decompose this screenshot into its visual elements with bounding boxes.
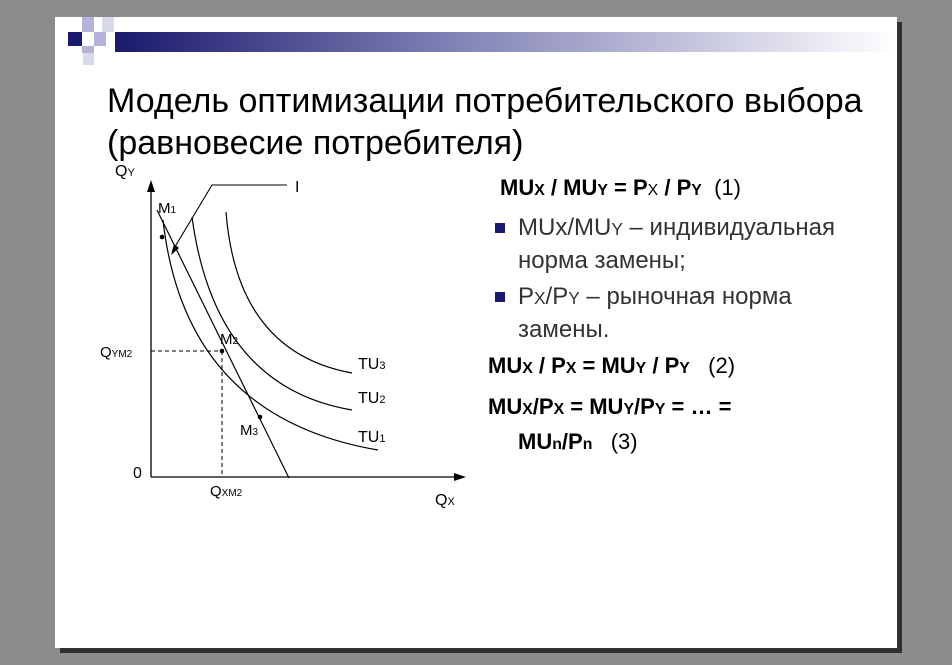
indifference-curve-tu3 (226, 212, 352, 373)
eq3-line-1: MUX/PX = MUY/PY = … = (488, 394, 732, 419)
curve-tu2-label: TU2 (358, 390, 386, 407)
y-axis-label: QY (115, 163, 135, 180)
curve-tu1-label: TU1 (358, 429, 386, 446)
equation-3-continued (485, 427, 885, 460)
bullet-square-icon (495, 292, 505, 302)
equation-2 (485, 351, 885, 384)
indifference-curve-tu1 (163, 220, 378, 450)
eq3-line-2: MUn/Pn (518, 429, 593, 454)
y-axis-arrow (147, 180, 155, 192)
equations-text-block (485, 173, 885, 460)
bullet-square-icon (495, 223, 505, 233)
point-m2-label: M2 (220, 331, 239, 348)
point-m1-label: M1 (158, 200, 177, 217)
eq3-number: (3) (610, 429, 638, 454)
curve-tu3-label: TU3 (358, 356, 386, 373)
eq1-number: (1) (714, 175, 741, 200)
x-axis-arrow (454, 473, 466, 481)
point-m1 (160, 235, 165, 240)
bullet-item: MUx/MUY – индивидуальная норма замены; (485, 212, 885, 276)
equation-1 (485, 173, 885, 206)
origin-label: 0 (133, 465, 142, 482)
eq1-lhs: MUX / MUY = PX / PY (500, 175, 702, 200)
x-axis-label: QX (435, 492, 455, 509)
bullet-item: PX/PY – рыночная норма замены. (485, 281, 885, 345)
equation-3 (485, 392, 885, 425)
eq2-expression: MUX / PX = MUY / PY (488, 353, 690, 378)
qym2-label: QYM2 (100, 344, 133, 361)
point-m2 (220, 349, 225, 354)
eq2-number: (2) (708, 353, 736, 378)
point-m3-label: M3 (240, 422, 259, 439)
slide-title: Модель оптимизации потребительского выбора (равновесие потребителя) (107, 82, 863, 162)
qxm2-label: QXM2 (210, 483, 243, 500)
indifference-curve-tu2 (192, 217, 352, 410)
point-m3 (258, 415, 263, 420)
slide (55, 17, 897, 648)
consumer-equilibrium-diagram (55, 17, 485, 517)
budget-line-label: I (295, 179, 300, 196)
